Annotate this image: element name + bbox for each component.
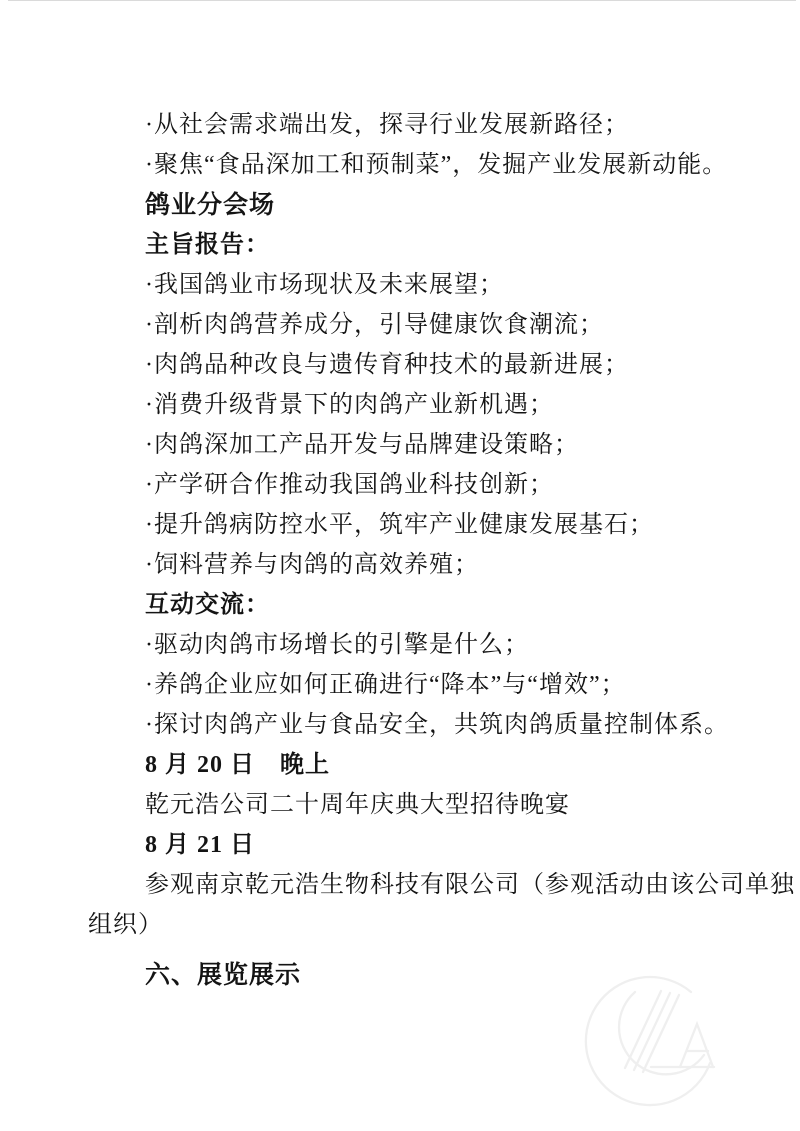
body-text-line: ·探讨肉鸽产业与食品安全，共筑肉鸽质量控制体系。 (145, 712, 729, 738)
body-text-line: ·剖析肉鸽营养成分，引导健康饮食潮流； (145, 312, 604, 338)
body-text-line: ·养鸽企业应如何正确进行“降本”与“增效”； (145, 672, 626, 698)
subsection-heading: 互动交流： (145, 592, 270, 618)
circle-stripes-a-glyph (586, 977, 714, 1105)
page-edge-line (8, 0, 796, 1)
body-text-line: ·驱动肉鸽市场增长的引擎是什么； (145, 632, 529, 658)
body-text-line: ·肉鸽深加工产品开发与品牌建设策略； (145, 432, 579, 458)
date-line: 8 月 20 日 晚上 (145, 752, 330, 778)
body-text-line: ·我国鸽业市场现状及未来展望； (145, 272, 504, 298)
subsection-heading: 主旨报告： (145, 232, 270, 258)
body-text-line: 参观南京乾元浩生物科技有限公司（参观活动由该公司单独 (145, 872, 795, 898)
body-text-line: ·消费升级背景下的肉鸽产业新机遇； (145, 392, 554, 418)
section-heading: 六、展览展示 (145, 961, 302, 989)
date-line: 8 月 21 日 (145, 832, 255, 858)
body-text-line: ·聚焦“食品深加工和预制菜”，发掘产业发展新动能。 (145, 152, 728, 178)
subsection-heading: 鸽业分会场 (145, 191, 276, 219)
document-body (88, 105, 795, 995)
body-text-line: 组织） (88, 912, 163, 938)
body-text-line: ·从社会需求端出发，探寻行业发展新路径； (145, 112, 629, 138)
body-text-line: ·饲料营养与肉鸽的高效养殖； (145, 552, 479, 578)
association-logo-watermark (583, 975, 728, 1110)
body-text-line: ·肉鸽品种改良与遗传育种技术的最新进展； (145, 352, 629, 378)
body-text-line: 乾元浩公司二十周年庆典大型招待晚宴 (145, 792, 570, 818)
body-text-line: ·提升鸽病防控水平，筑牢产业健康发展基石； (145, 512, 654, 538)
body-text-line: ·产学研合作推动我国鸽业科技创新； (145, 472, 554, 498)
